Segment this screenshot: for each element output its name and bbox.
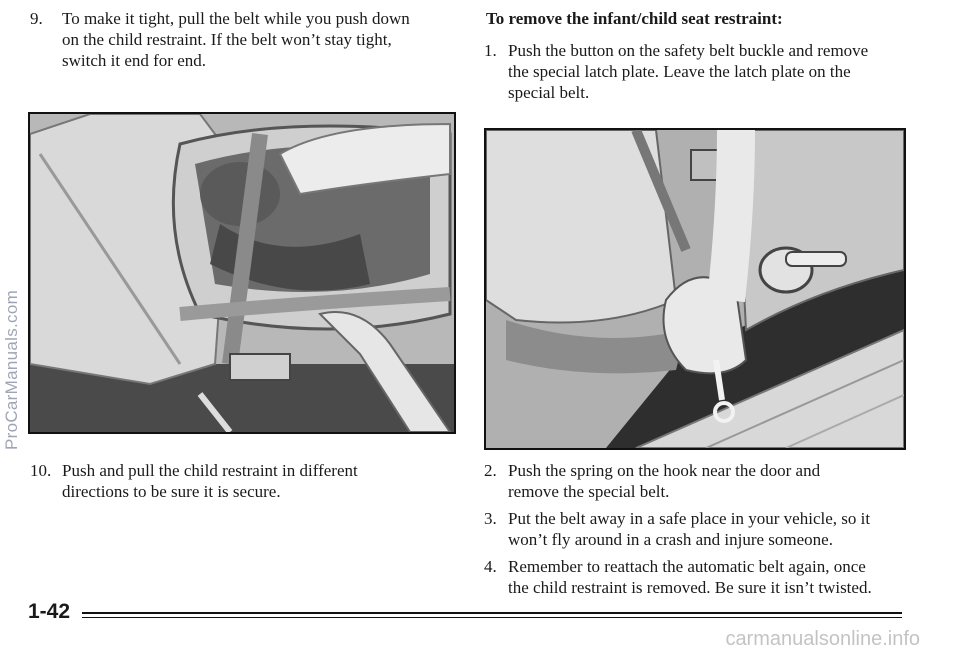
step-number: 3.: [484, 509, 497, 528]
step-text: Remember to reattach the automatic belt again, once the child restraint is removed. Be sure it isn’t twisted.: [508, 557, 872, 597]
step-number: 2.: [484, 461, 497, 480]
step-2: [484, 460, 924, 504]
footer-rule: [82, 612, 902, 614]
step-text: Push and pull the child restraint in different directions to be sure it is secure.: [62, 461, 358, 501]
step-text: Push the button on the safety belt buckle and remove the special latch plate. Leave the latch plate on the special belt.: [508, 41, 869, 102]
child-seat-belt-photo: [28, 112, 456, 434]
side-watermark: ProCarManuals.com: [2, 289, 21, 450]
footer-watermark: carmanualsonline.info: [725, 628, 920, 650]
step-10: [30, 460, 450, 504]
step-9: [30, 8, 450, 74]
step-number: 10.: [30, 461, 52, 480]
step-3: [484, 508, 924, 552]
belt-hook-removal-photo: [484, 128, 906, 450]
step-number: 4.: [484, 557, 497, 576]
page-number: 1-42: [28, 600, 71, 623]
step-4: [484, 556, 924, 600]
footer-rule-thin: [82, 617, 902, 618]
step-number: 9.: [30, 9, 43, 28]
step-text: To make it tight, pull the belt while you push down on the child restraint. If the belt won’t stay tight, switch it end for end.: [62, 9, 410, 70]
step-text: Push the spring on the hook near the door and remove the special belt.: [508, 461, 821, 501]
step-text: Put the belt away in a safe place in your vehicle, so it won’t fly around in a crash and injure someone.: [508, 509, 871, 549]
step-1: [484, 40, 924, 106]
step-number: 1.: [484, 41, 497, 60]
section-heading: To remove the infant/child seat restraint:: [486, 9, 783, 28]
